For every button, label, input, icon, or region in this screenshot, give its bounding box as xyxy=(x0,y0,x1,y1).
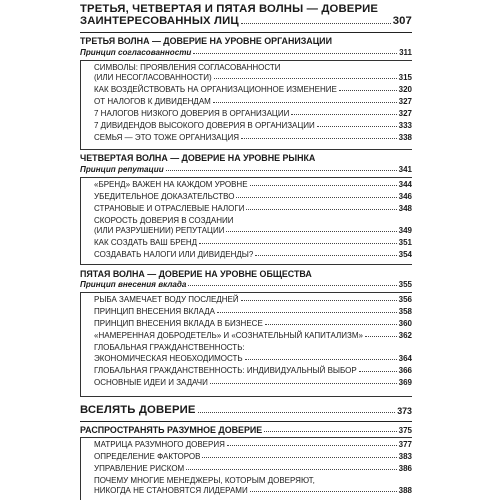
leader-dots xyxy=(265,324,397,325)
page-number: 362 xyxy=(398,331,412,340)
toc-entry[interactable] xyxy=(94,73,412,82)
divider xyxy=(80,60,412,61)
leader-dots xyxy=(359,371,397,372)
divider xyxy=(80,421,412,422)
page-number: 346 xyxy=(398,192,412,201)
leader-dots xyxy=(226,231,396,232)
leader-dots xyxy=(291,114,396,115)
toc-entry[interactable] xyxy=(94,486,412,495)
leader-dots xyxy=(166,170,397,171)
page-number: 351 xyxy=(398,238,412,247)
leader-dots xyxy=(198,412,396,413)
leader-dots xyxy=(241,300,397,301)
toc-entry-label: УПРАВЛЕНИЕ РИСКОМ xyxy=(94,464,185,473)
page-number: 383 xyxy=(398,452,412,461)
section-title[interactable]: ТРЕТЬЯ ВОЛНА — ДОВЕРИЕ НА УРОВНЕ ОРГАНИЗАЦИИ xyxy=(80,36,332,46)
toc-entry[interactable] xyxy=(94,97,412,106)
toc-entry-label: ОСНОВНЫЕ ИДЕИ И ЗАДАЧИ xyxy=(94,378,208,387)
toc-entry-label: 7 НАЛОГОВ НИЗКОГО ДОВЕРИЯ В ОРГАНИЗАЦИИ xyxy=(94,109,290,118)
leader-dots xyxy=(241,138,397,139)
toc-entry-label: НИКОГДА НЕ СТАНОВЯТСЯ ЛИДЕРАМИ xyxy=(94,486,248,495)
toc-entry[interactable] xyxy=(94,204,412,213)
section-title: РАСПРОСТРАНЯТЬ РАЗУМНОЕ ДОВЕРИЕ xyxy=(80,425,263,435)
page-number: 327 xyxy=(398,109,412,118)
toc-entry[interactable] xyxy=(94,121,412,130)
page-number: 344 xyxy=(398,180,412,189)
part-title-row[interactable] xyxy=(80,404,412,416)
section-title[interactable]: ЧЕТВЕРТАЯ ВОЛНА — ДОВЕРИЕ НА УРОВНЕ РЫНКА xyxy=(80,153,316,163)
toc-entry-label: ОТ НАЛОГОВ К ДИВИДЕНДАМ xyxy=(94,97,211,106)
leader-dots xyxy=(236,197,396,198)
toc-entry-label: УБЕДИТЕЛЬНОЕ ДОКАЗАТЕЛЬСТВО xyxy=(94,192,235,201)
page-number: 327 xyxy=(398,97,412,106)
part-title-row[interactable] xyxy=(80,15,412,27)
leader-dots xyxy=(241,23,391,24)
divider xyxy=(80,437,412,438)
toc-entry[interactable] xyxy=(94,180,412,189)
leader-dots xyxy=(217,312,397,313)
toc-entry-label: ПРИНЦИП ВНЕСЕНИЯ ВКЛАДА В БИЗНЕСЕ xyxy=(94,319,263,328)
toc-entry[interactable] xyxy=(94,295,412,304)
page-number: 315 xyxy=(398,73,412,82)
principle-label: Принцип репутации xyxy=(80,165,164,174)
toc-entry-label: «БРЕНД» ВАЖЕН НА КАЖДОМ УРОВНЕ xyxy=(94,180,248,189)
toc-page xyxy=(80,0,412,500)
part-title-line1: ТРЕТЬЯ, ЧЕТВЕРТАЯ И ПЯТАЯ ВОЛНЫ — ДОВЕРИЕ xyxy=(80,3,379,15)
toc-entry-line1[interactable]: СИМВОЛЫ: ПРОЯВЛЕНИЯ СОГЛАСОВАННОСТИ xyxy=(94,63,281,72)
indent-bar xyxy=(80,177,81,264)
leader-dots xyxy=(202,457,396,458)
page-number: 358 xyxy=(398,307,412,316)
toc-entry[interactable] xyxy=(94,464,412,473)
part-title-line2: ЗАИНТЕРЕСОВАННЫХ ЛИЦ xyxy=(80,15,239,27)
toc-entry-label: КАК СОЗДАТЬ ВАШ БРЕНД xyxy=(94,238,198,247)
toc-entry-label: КАК ВОЗДЕЙСТВОВАТЬ НА ОРГАНИЗАЦИОННОЕ ИЗМЕНЕНИЕ xyxy=(94,85,337,94)
leader-dots xyxy=(264,431,396,432)
toc-entry-label: ЭКОНОМИЧЕСКАЯ НЕОБХОДИМОСТЬ xyxy=(94,354,243,363)
principle-label: Принцип внесения вклада xyxy=(80,280,187,289)
divider xyxy=(80,396,412,397)
leader-dots xyxy=(186,469,396,470)
toc-entry-label: ГЛОБАЛЬНАЯ ГРАЖДАНСТВЕННОСТЬ: ИНДИВИДУАЛЬНЫЙ ВЫБОР xyxy=(94,366,357,375)
toc-entry-line1[interactable]: ГЛОБАЛЬНАЯ ГРАЖДАНСТВЕННОСТЬ: xyxy=(94,343,245,352)
leader-dots xyxy=(246,209,396,210)
toc-entry[interactable] xyxy=(94,192,412,201)
principle-label: Принцип согласованности xyxy=(80,48,192,57)
principle-row[interactable] xyxy=(80,48,412,57)
page-number: 375 xyxy=(398,426,412,435)
leader-dots xyxy=(250,491,397,492)
page-number: 360 xyxy=(398,319,412,328)
leader-dots xyxy=(227,445,397,446)
page-number: 349 xyxy=(398,226,412,235)
page-number: 369 xyxy=(398,378,412,387)
section-title-row[interactable] xyxy=(80,425,412,435)
toc-entry[interactable] xyxy=(94,250,412,259)
toc-entry-line1[interactable]: СКОРОСТЬ ДОВЕРИЯ В СОЗДАНИИ xyxy=(94,216,234,225)
toc-entry[interactable] xyxy=(94,331,412,340)
toc-entry[interactable] xyxy=(94,109,412,118)
page-number: 377 xyxy=(398,440,412,449)
leader-dots xyxy=(199,243,397,244)
principle-row[interactable] xyxy=(80,280,412,289)
toc-entry-label: СЕМЬЯ — ЭТО ТОЖЕ ОРГАНИЗАЦИЯ xyxy=(94,133,239,142)
leader-dots xyxy=(188,285,396,286)
indent-bar xyxy=(80,437,81,500)
toc-entry-label: «НАМЕРЕННАЯ ДОБРОДЕТЕЛЬ» И «СОЗНАТЕЛЬНЫЙ КАПИТАЛИЗМ» xyxy=(94,331,363,340)
divider xyxy=(80,264,412,265)
leader-dots xyxy=(214,78,397,79)
toc-entry[interactable] xyxy=(94,378,412,387)
toc-entry[interactable] xyxy=(94,440,412,449)
leader-dots xyxy=(317,126,397,127)
page-number: 386 xyxy=(398,464,412,473)
toc-entry-label: РЫБА ЗАМЕЧАЕТ ВОДУ ПОСЛЕДНЕЙ xyxy=(94,295,239,304)
leader-dots xyxy=(193,53,397,54)
leader-dots xyxy=(339,90,397,91)
leader-dots xyxy=(255,255,396,256)
section-title[interactable]: ПЯТАЯ ВОЛНА — ДОВЕРИЕ НА УРОВНЕ ОБЩЕСТВА xyxy=(80,269,312,279)
page-number: 311 xyxy=(399,48,412,57)
toc-entry-label: СТРАНОВЫЕ И ОТРАСЛЕВЫЕ НАЛОГИ xyxy=(94,204,245,213)
divider xyxy=(80,149,412,150)
toc-entry-line1[interactable]: ПОЧЕМУ МНОГИЕ МЕНЕДЖЕРЫ, КОТОРЫМ ДОВЕРЯЮТ, xyxy=(94,476,315,485)
page-number: 307 xyxy=(392,15,412,27)
leader-dots xyxy=(250,185,397,186)
divider xyxy=(80,32,412,33)
page-number: 356 xyxy=(398,295,412,304)
page-number: 366 xyxy=(398,366,412,375)
toc-entry[interactable] xyxy=(94,354,412,363)
leader-dots xyxy=(245,359,397,360)
part-title: ВСЕЛЯТЬ ДОВЕРИЕ xyxy=(80,404,196,416)
page-number: 341 xyxy=(398,165,412,174)
page-number: 338 xyxy=(398,133,412,142)
leader-dots xyxy=(210,383,397,384)
toc-entry[interactable] xyxy=(94,307,412,316)
indent-bar xyxy=(80,60,81,149)
toc-entry[interactable] xyxy=(94,452,412,461)
toc-entry-label: МАТРИЦА РАЗУМНОГО ДОВЕРИЯ xyxy=(94,440,225,449)
page-number: 354 xyxy=(398,250,412,259)
toc-entry-label: (ИЛИ НЕСОГЛАСОВАННОСТИ) xyxy=(94,73,212,82)
toc-entry-label: ПРИНЦИП ВНЕСЕНИЯ ВКЛАДА xyxy=(94,307,215,316)
toc-entry-label: (ИЛИ РАЗРУШЕНИИ) РЕПУТАЦИИ xyxy=(94,226,225,235)
toc-entry[interactable] xyxy=(94,133,412,142)
page-number: 348 xyxy=(398,204,412,213)
toc-entry[interactable] xyxy=(94,226,412,235)
toc-entry[interactable] xyxy=(94,85,412,94)
toc-entry[interactable] xyxy=(94,238,412,247)
toc-entry-label: 7 ДИВИДЕНДОВ ВЫСОКОГО ДОВЕРИЯ В ОРГАНИЗАЦИИ xyxy=(94,121,315,130)
page-number: 320 xyxy=(398,85,412,94)
toc-entry[interactable] xyxy=(94,319,412,328)
toc-entry[interactable] xyxy=(94,366,412,375)
indent-bar xyxy=(80,292,81,396)
page-number: 355 xyxy=(398,280,412,289)
leader-dots xyxy=(365,336,397,337)
toc-entry-label: ОПРЕДЕЛЕНИЕ ФАКТОРОВ xyxy=(94,452,201,461)
page-number: 364 xyxy=(398,354,412,363)
divider xyxy=(80,292,412,293)
page-number: 333 xyxy=(398,121,412,130)
leader-dots xyxy=(213,102,397,103)
page-number: 373 xyxy=(397,406,412,416)
toc-entry-label: СОЗДАВАТЬ НАЛОГИ ИЛИ ДИВИДЕНДЫ? xyxy=(94,250,254,259)
page-number: 388 xyxy=(398,486,412,495)
principle-row[interactable] xyxy=(80,165,412,174)
divider xyxy=(80,177,412,178)
